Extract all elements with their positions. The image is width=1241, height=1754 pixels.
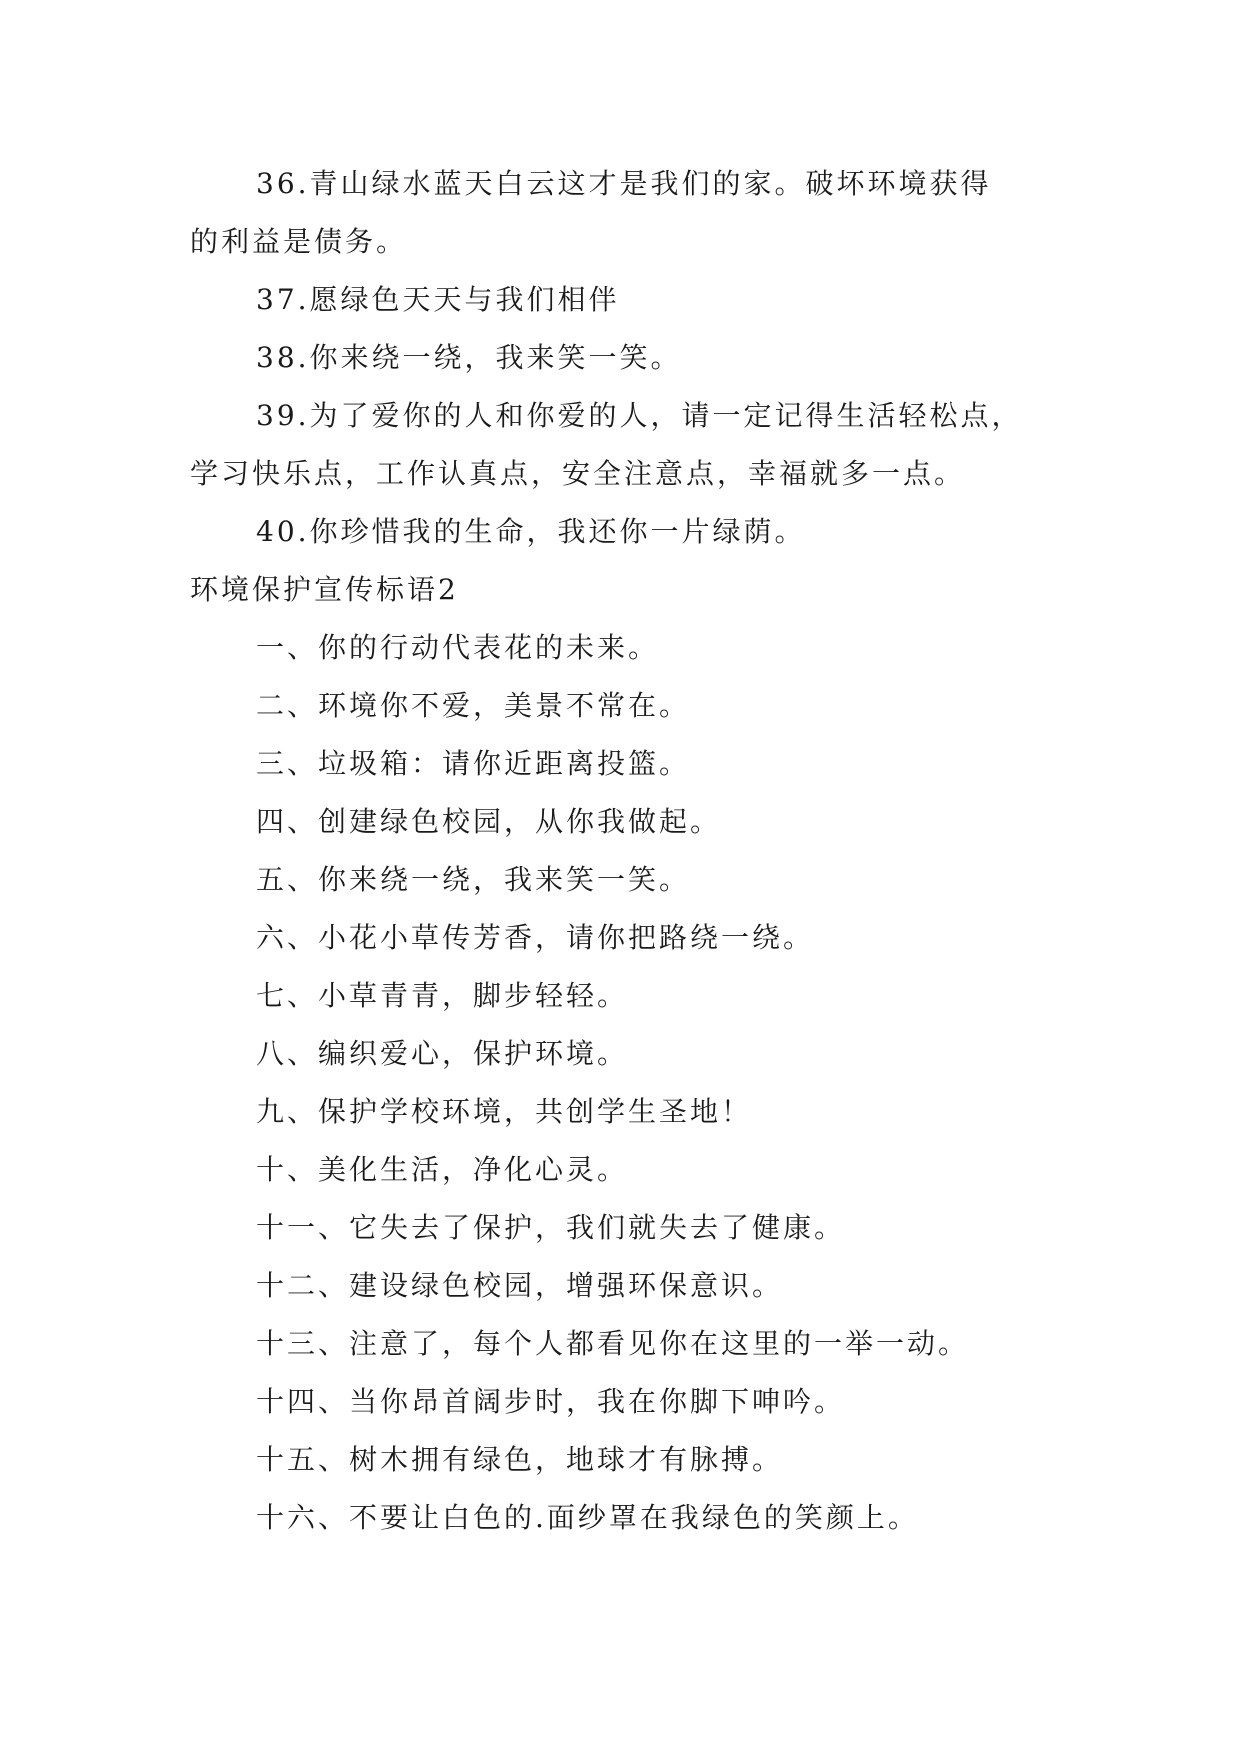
list-item: 十三、注意了，每个人都看见你在这里的一举一动。 — [256, 1327, 970, 1360]
paragraph-39 — [190, 387, 1060, 503]
list-item: 十四、当你昂首阔步时，我在你脚下呻吟。 — [256, 1385, 846, 1418]
list-item: 二、环境你不爱，美景不常在。 — [256, 689, 691, 722]
paragraph-line: 39.为了爱你的人和你爱的人，请一定记得生活轻松点， — [256, 399, 1023, 432]
paragraph-line: 的利益是债务。 — [190, 225, 408, 258]
list-item: 一、你的行动代表花的未来。 — [256, 631, 660, 664]
section-heading: 环境保护宣传标语2 — [190, 573, 459, 606]
list-item: 三、垃圾箱：请你近距离投篮。 — [256, 747, 691, 780]
list-item: 十六、不要让白色的.面纱罩在我绿色的笑颜上。 — [256, 1501, 919, 1534]
list-item: 十五、树木拥有绿色，地球才有脉搏。 — [256, 1443, 784, 1476]
list-item: 十二、建设绿色校园，增强环保意识。 — [256, 1269, 784, 1302]
slogan-list — [190, 619, 1060, 1547]
paragraph-38 — [190, 329, 1060, 387]
paragraph-line: 学习快乐点，工作认真点，安全注意点，幸福就多一点。 — [190, 457, 966, 490]
paragraph-40 — [190, 503, 1060, 561]
list-item: 五、你来绕一绕，我来笑一笑。 — [256, 863, 691, 896]
paragraph-line: 36.青山绿水蓝天白云这才是我们的家。破坏环境获得 — [256, 167, 992, 200]
paragraph-line: 40.你珍惜我的生命，我还你一片绿荫。 — [256, 515, 806, 548]
paragraph-36 — [190, 155, 1060, 271]
list-item: 八、编织爱心，保护环境。 — [256, 1037, 629, 1070]
list-item: 九、保护学校环境，共创学生圣地！ — [256, 1095, 753, 1128]
paragraph-line: 37.愿绿色天天与我们相伴 — [256, 283, 620, 316]
list-item: 十、美化生活，净化心灵。 — [256, 1153, 629, 1186]
list-item: 七、小草青青，脚步轻轻。 — [256, 979, 629, 1012]
list-item: 四、创建绿色校园，从你我做起。 — [256, 805, 722, 838]
paragraph-line: 38.你来绕一绕，我来笑一笑。 — [256, 341, 682, 374]
list-item: 六、小花小草传芳香，请你把路绕一绕。 — [256, 921, 815, 954]
list-item: 十一、它失去了保护，我们就失去了健康。 — [256, 1211, 846, 1244]
paragraph-37 — [190, 271, 1060, 329]
